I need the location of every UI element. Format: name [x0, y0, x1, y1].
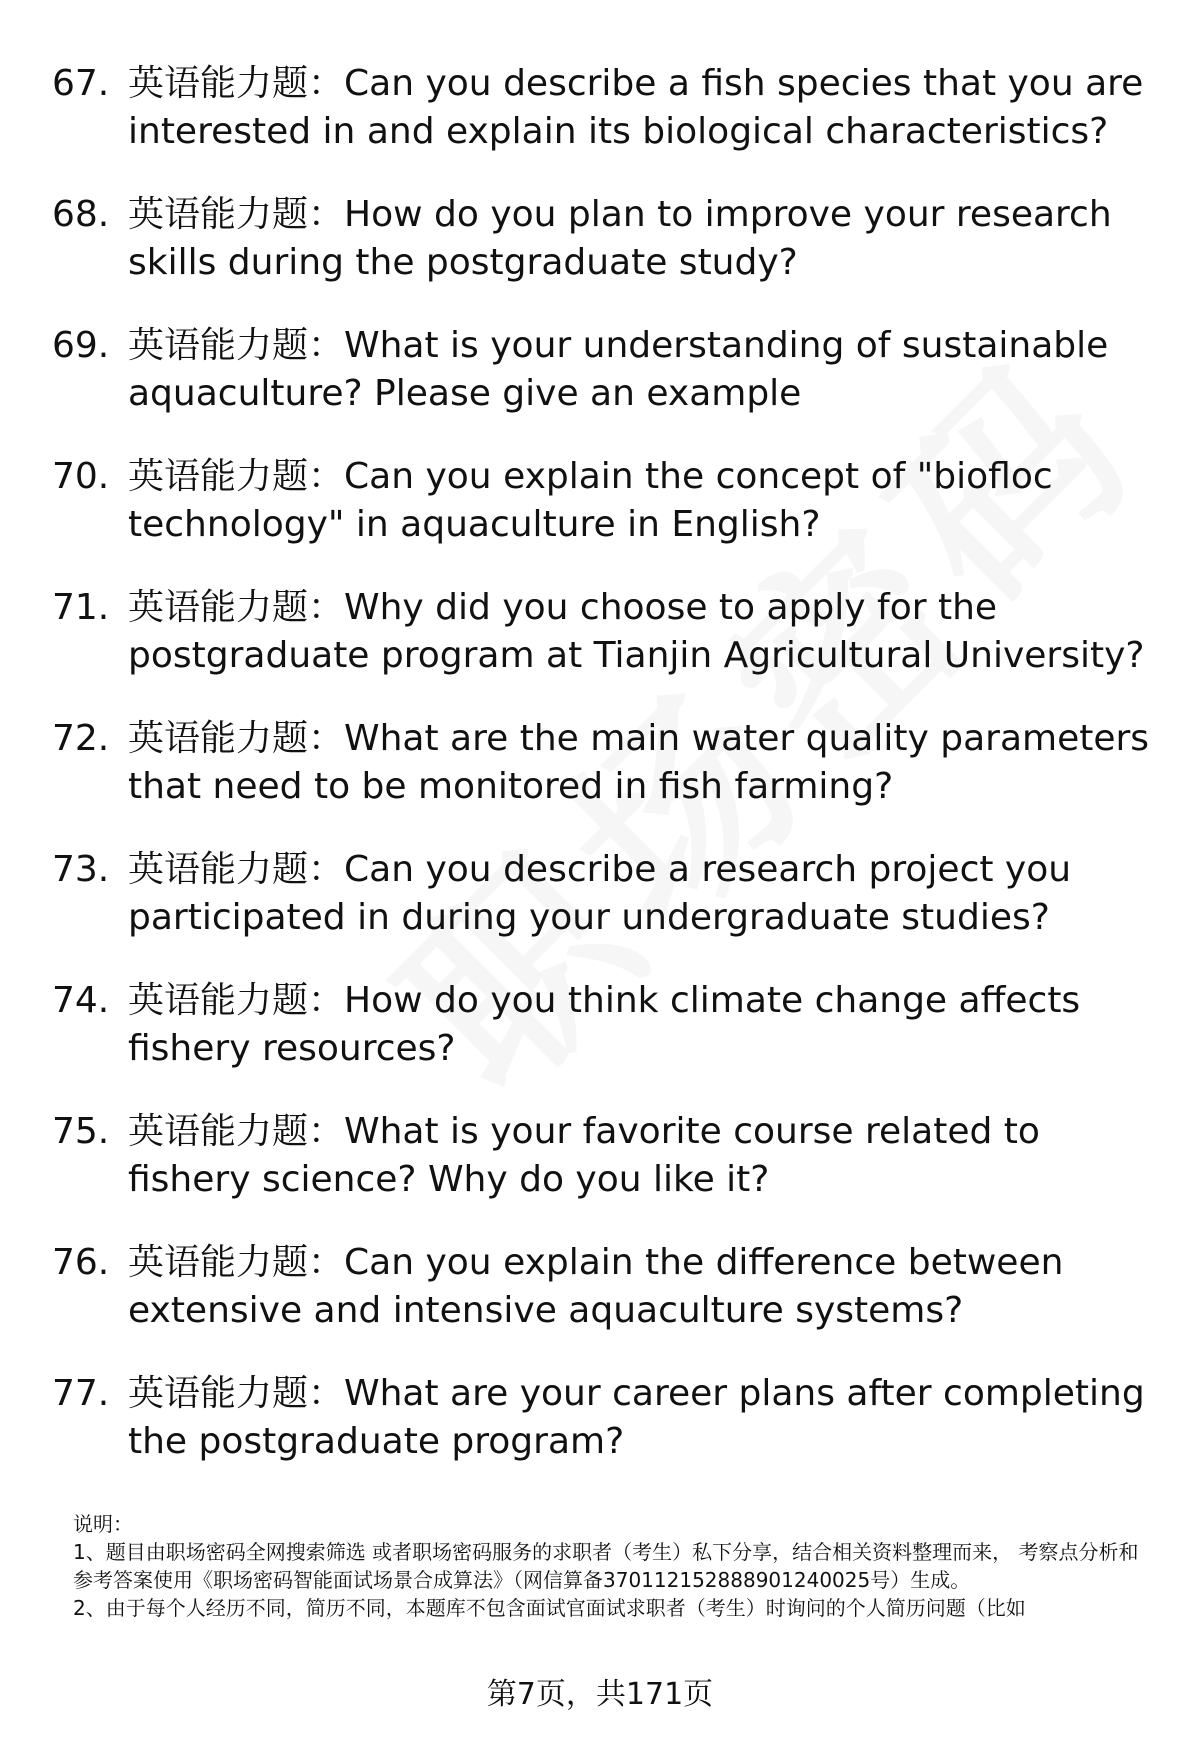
question-text: How do you plan to improve your research skills during the postgraduate study?	[128, 194, 1112, 283]
question-item	[52, 1239, 1162, 1335]
question-text: Can you explain the difference between extensive and intensive aquaculture systems?	[128, 1242, 1064, 1331]
question-item	[52, 322, 1162, 418]
notes-item: 2、由于每个人经历不同，简历不同，本题库不包含面试官面试求职者（考生）时询问的个人简历问题（比如	[73, 1596, 1026, 1620]
question-number: 74.	[52, 980, 110, 1021]
question-prefix: 英语能力题：	[128, 194, 345, 235]
question-text: Can you describe a research project you participated in during your undergraduate studies?	[128, 849, 1072, 938]
question-item	[52, 584, 1162, 680]
question-prefix: 英语能力题：	[128, 63, 345, 104]
question-item	[52, 453, 1162, 549]
question-item	[52, 846, 1162, 942]
notes-section	[73, 1510, 1153, 1622]
question-item	[52, 1108, 1162, 1204]
notes-item: 1、题目由职场密码全网搜索筛选 或者职场密码服务的求职者（考生）私下分享，结合相关资料整理而来， 考察点分析和参考答案使用《职场密码智能面试场景合成算法》（网信算备370112152888901240025号）生成。	[73, 1540, 1139, 1592]
question-item	[52, 60, 1162, 156]
question-number: 76.	[52, 1242, 110, 1283]
question-number: 77.	[52, 1373, 110, 1414]
question-text: How do you think climate change affects fishery resources?	[128, 980, 1081, 1069]
question-text: What are the main water quality parameters that need to be monitored in fish farming?	[128, 718, 1150, 807]
question-number: 69.	[52, 325, 110, 366]
question-prefix: 英语能力题：	[128, 325, 345, 366]
question-text: Why did you choose to apply for the postgraduate program at Tianjin Agricultural University?	[128, 587, 1145, 676]
question-item	[52, 715, 1162, 811]
question-text: What are your career plans after completing the postgraduate program?	[128, 1373, 1145, 1462]
question-item	[52, 977, 1162, 1073]
page-footer	[0, 1675, 1200, 1715]
question-item	[52, 1370, 1162, 1466]
question-number: 71.	[52, 587, 110, 628]
question-number: 70.	[52, 456, 110, 497]
question-number: 73.	[52, 849, 110, 890]
question-prefix: 英语能力题：	[128, 587, 345, 628]
question-number: 75.	[52, 1111, 110, 1152]
question-text: Can you describe a fish species that you are interested in and explain its biological characteristics?	[128, 63, 1144, 152]
question-number: 68.	[52, 194, 110, 235]
page-number-label: 第7页，共171页	[486, 1677, 714, 1712]
question-number: 72.	[52, 718, 110, 759]
question-prefix: 英语能力题：	[128, 1373, 345, 1414]
question-list	[52, 60, 1162, 1501]
question-text: Can you explain the concept of "biofloc technology" in aquaculture in English?	[128, 456, 1053, 545]
question-prefix: 英语能力题：	[128, 456, 345, 497]
notes-heading: 说明：	[73, 1512, 133, 1536]
question-prefix: 英语能力题：	[128, 1242, 345, 1283]
question-prefix: 英语能力题：	[128, 849, 345, 890]
question-number: 67.	[52, 63, 110, 104]
question-prefix: 英语能力题：	[128, 1111, 345, 1152]
question-text: What is your understanding of sustainable aquaculture? Please give an example	[128, 325, 1109, 414]
question-item	[52, 191, 1162, 287]
question-prefix: 英语能力题：	[128, 718, 345, 759]
question-prefix: 英语能力题：	[128, 980, 345, 1021]
question-text: What is your favorite course related to fishery science? Why do you like it?	[128, 1111, 1040, 1200]
